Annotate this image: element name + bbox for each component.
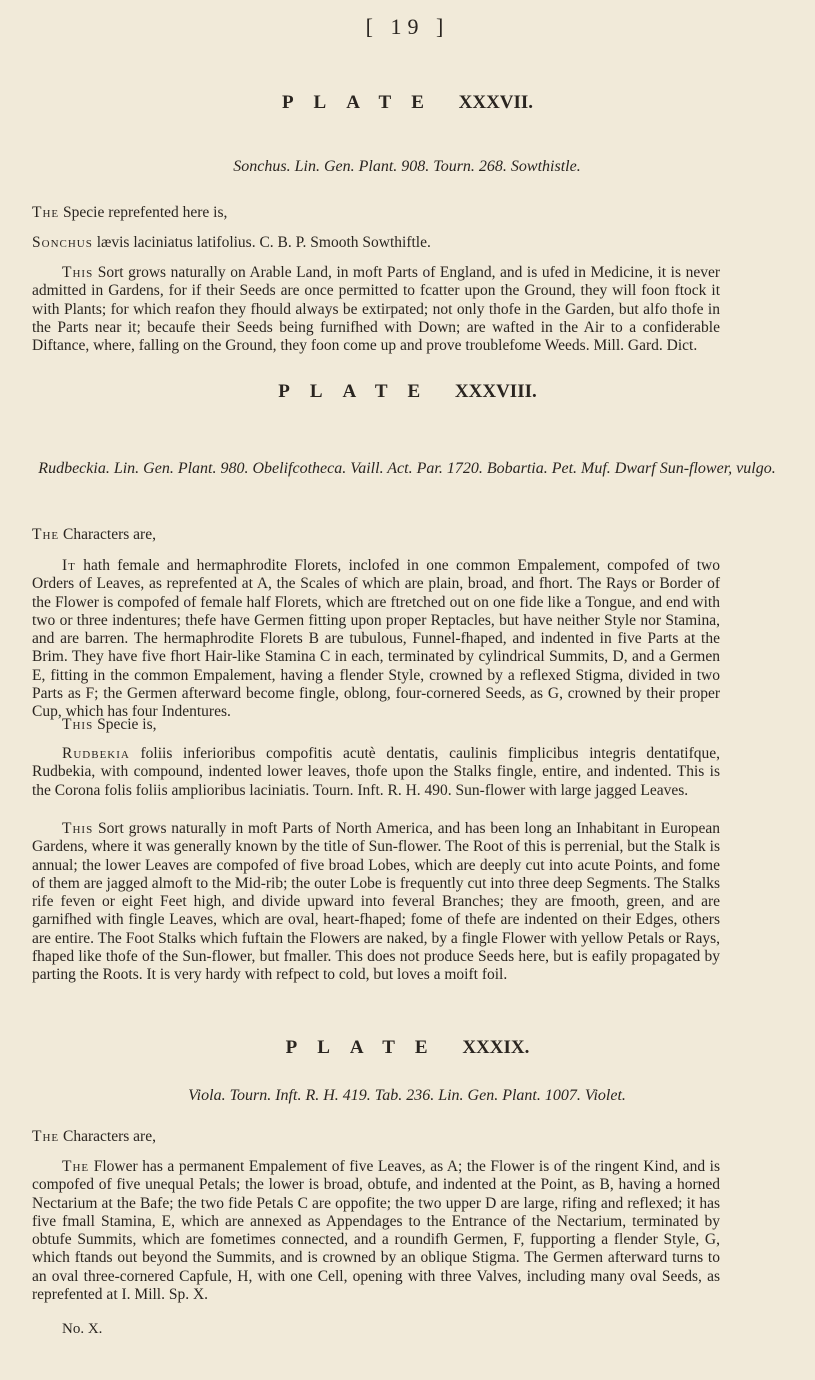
signature-mark: No. X. (62, 1321, 103, 1337)
plate-numeral: XXXVII. (458, 92, 534, 113)
paragraph-text: Characters are, (59, 526, 156, 543)
paragraph (32, 204, 720, 222)
paragraph-lead: This (62, 264, 94, 281)
paragraph (32, 264, 720, 355)
plate-numeral: XXXVIII. (454, 381, 537, 402)
paragraph (32, 745, 720, 800)
plate-title-xxxix (0, 1037, 815, 1059)
plate-reference: Rudbeckia. Lin. Gen. Plant. 980. Obelifcotheca. Vaill. Act. Par. 1720. Bobartia. Pet. Muf. Dwarf Sun-flower, vulgo. (38, 460, 776, 477)
paragraph (32, 557, 720, 722)
plate-numeral: XXXIX. (462, 1037, 530, 1058)
paragraph-text: foliis inferioribus compofitis acutè dentatis, caulinis fimplicibus integris dentatifque, Rudbekia, with compound, indented lower leaves, thofe upon the Stalks fingle, entire, and indented. This is the Corona folis foliis amplioribus laciniatis. Tourn. Inft. R. H. 490. Sun-flower with large jagged Leaves. (32, 745, 720, 799)
paragraph-text: Specie reprefented here is, (59, 204, 228, 221)
paragraph-lead: The (62, 1158, 90, 1175)
paragraph (32, 234, 720, 252)
paragraph-lead: The (32, 526, 60, 543)
paragraph-text: lævis laciniatus latifolius. C. B. P. Smooth Sowthiftle. (92, 234, 431, 251)
paragraph-text: hath female and hermaphrodite Florets, inclofed in one common Empalement, compofed of two Orders of Leaves, as reprefented at A, the Scales of which are plain, broad, and fhort. The Rays or Border of the Flower is compofed of female half Florets, which are ftretched out on one fide like a Tongue, and end with two or three indentures; thefe have Germen fitting upon proper Reptacles, but have neither Style nor Stamina, and are barren. The hermaphrodite Florets B are tubulous, Funnel-fhaped, and indented in five Parts at the Brim. They have five fhort Hair-like Stamina C in each, terminated by cylindrical Summits, D, and a Germen E, fitting in the common Empalement, having a flender Style, crowned by a reflexed Stigma, divided in two Parts as F; the Germen afterward become fingle, oblong, four-cornered Seeds, as G, crowned by their proper Cup, which has four Indentures. (32, 557, 720, 721)
plate-reference: Sonchus. Lin. Gen. Plant. 908. Tourn. 268. Sowthistle. (233, 158, 581, 175)
paragraph-text: Specie is, (93, 716, 157, 733)
paragraph-lead: The (32, 204, 60, 221)
paragraph (32, 526, 720, 544)
paragraph-lead: Rudbekia (62, 745, 130, 762)
paragraph-lead: The (32, 1128, 60, 1145)
paragraph-lead: Sonchus (32, 234, 93, 251)
paragraph (32, 1158, 720, 1304)
paragraph-text: Characters are, (59, 1128, 156, 1145)
paragraph (32, 716, 720, 734)
paragraph-text: Flower has a permanent Empalement of five Leaves, as A; the Flower is of the ringent Kind, and is compofed of five unequal Petals; the lower is broad, obtufe, and indented at the Point, as B, having a horned Nectarium at the Bafe; the two fide Petals C are oppofite; the two upper D are large, rifing and reflexed; it has five fmall Stamina, E, which are annexed as Appendages to the Entrance of the Nectarium, terminated by obtufe Summits, which are fometimes connected, and a roundifh Germen, F, fupporting a flender Style, G, which ftands out beyond the Summits, and is crowned by an oblique Stigma. The Germen afterward turns to an oval three-cornered Capfule, H, with one Cell, opening with three Valves, including many oval Seeds, as reprefented at I. Mill. Sp. X. (32, 1158, 720, 1304)
page-number: [ 19 ] (365, 14, 450, 39)
plate-title-xxxviii (0, 381, 815, 403)
paragraph (32, 1128, 720, 1146)
plate-word: PLATE (281, 92, 444, 113)
plate-title-xxxvii (0, 92, 815, 114)
plate-word: PLATE (285, 1037, 448, 1058)
paragraph-lead: It (62, 557, 76, 574)
paragraph-text: Sort grows naturally on Arable Land, in moft Parts of England, and is ufed in Medicine, it is never admitted in Gardens, for if their Seeds are once permitted to fcatter upon the Ground, they will foon ftock it with Plants; for which reafon they fhould always be extirpated; not only thofe in the Garden, but alfo thofe in the Parts near it; becaufe their Seeds being furnifhed with Down; are wafted in the Air to a confiderable Diftance, where, falling on the Ground, they foon come up and prove troublefome Weeds. Mill. Gard. Dict. (32, 264, 720, 355)
paragraph-lead: This (62, 716, 94, 733)
plate-word: PLATE (278, 381, 441, 402)
paragraph-text: Sort grows naturally in moft Parts of North America, and has been long an Inhabitant in European Gardens, where it was generally known by the title of Sun-flower. The Root of this is perrenial, but the Stalk is annual; the lower Leaves are compofed of five broad Lobes, which are deeply cut into acute Points, and fome of them are jagged almoft to the Mid-rib; the outer Lobe is frequently cut into three deep Segments. The Stalks rife feven or eight Feet high, and divide upward into feveral Branches; they are fmooth, green, and are garnifhed with fingle Leaves, which are oval, heart-fhaped; fome of thefe are indented on their Edges, others are entire. The Foot Stalks which fuftain the Flowers are naked, by a fingle Flower with yellow Petals or Rays, fhaped like thofe of the Sun-flower, but fmaller. This does not produce Seeds here, but is eafily propagated by parting the Roots. It is very hardy with refpect to cold, but loves a moift foil. (32, 820, 720, 984)
paragraph-lead: This (62, 820, 94, 837)
plate-reference: Viola. Tourn. Inft. R. H. 419. Tab. 236. Lin. Gen. Plant. 1007. Violet. (188, 1087, 626, 1104)
paragraph (32, 820, 720, 985)
